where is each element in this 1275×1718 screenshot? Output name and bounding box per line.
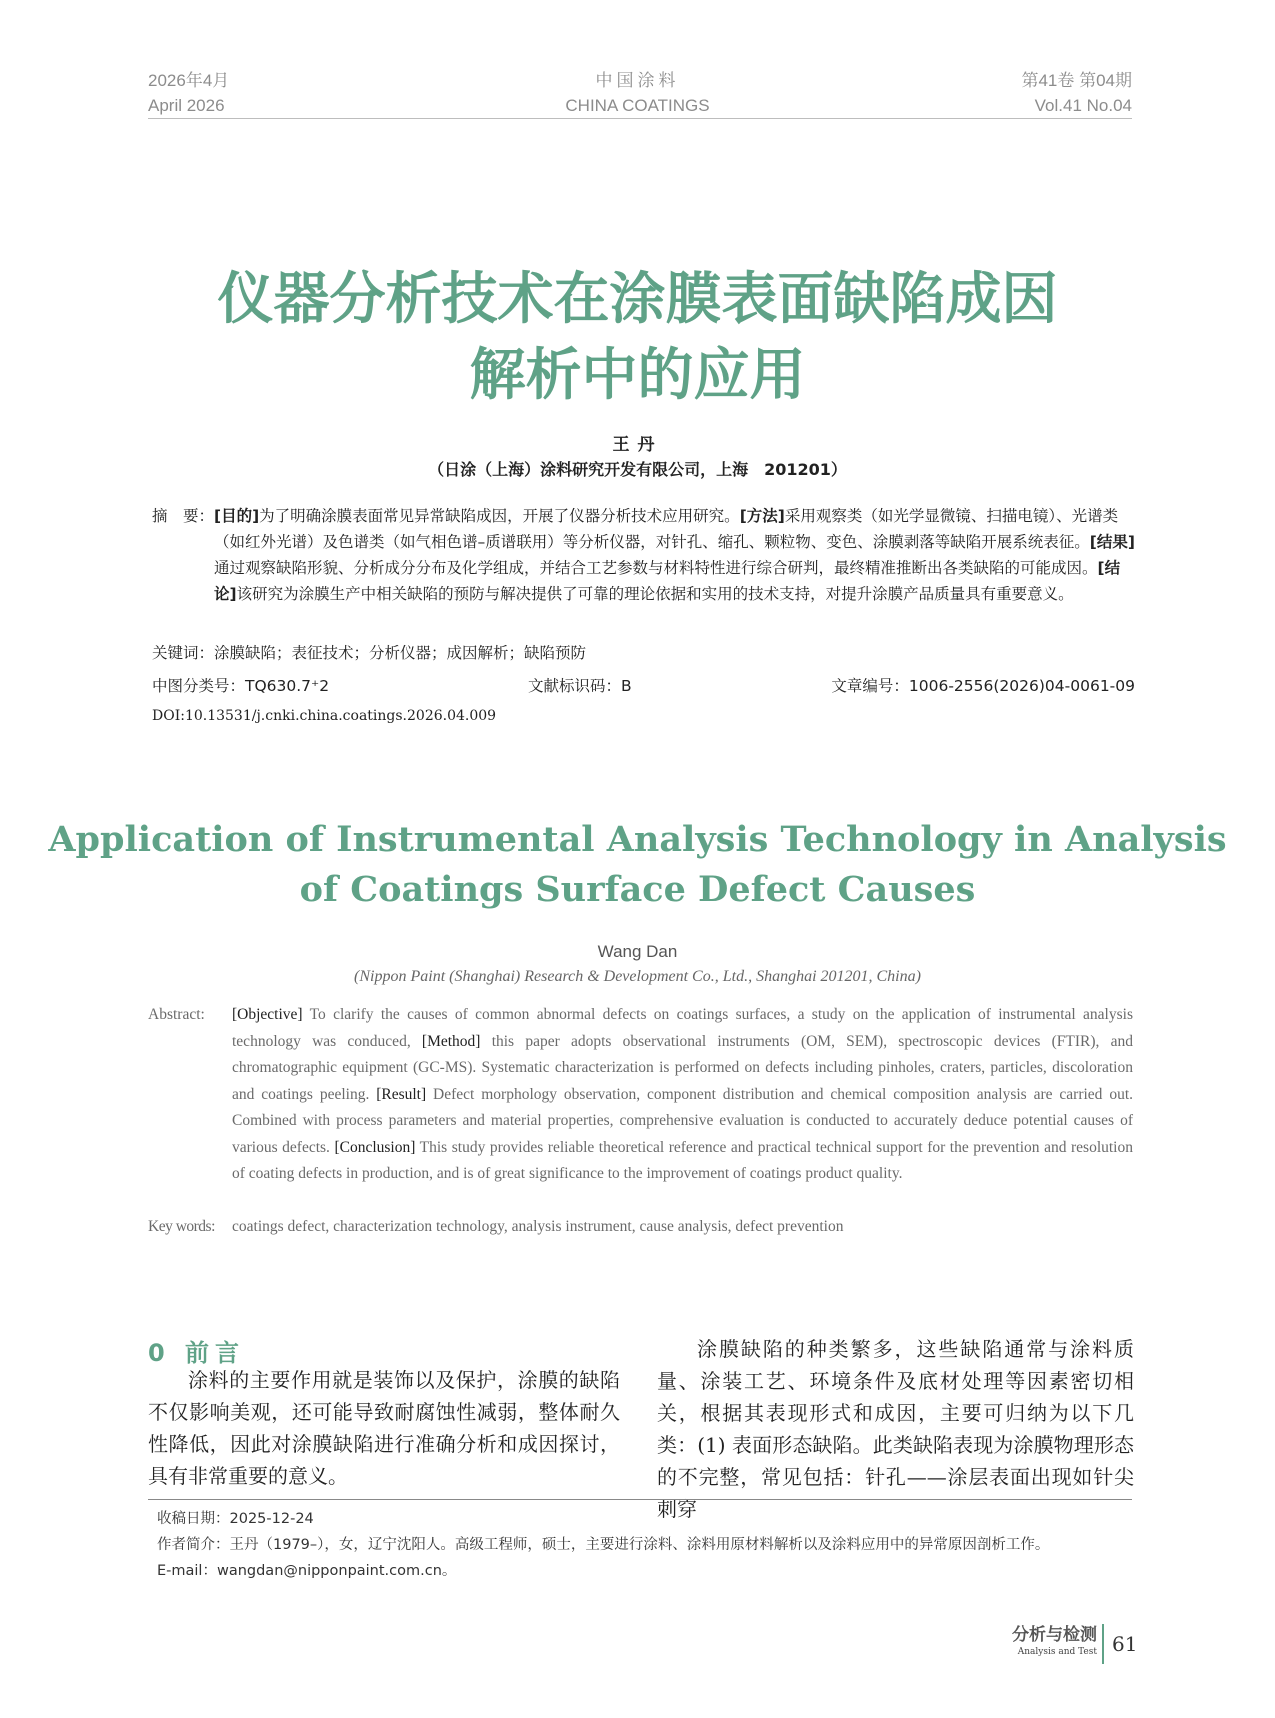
classification: 中图分类号：TQ630.7⁺2 [152,677,330,695]
header-issue-cn: 第41卷 第04期 [1021,71,1132,90]
affiliation-cn: （日涂（上海）涂料研究开发有限公司，上海 201201） [428,460,847,479]
keywords-cn: 关键词：涂膜缺陷；表征技术；分析仪器；成因解析；缺陷预防 [152,644,587,662]
abstract-en-method: this paper adopts observational instruments (OM, SEM), spectroscopic devices (FTIR), and chromatographic equipment (GC-MS). Systematic characterization is performed on defects including pinholes, craters, particles, discoloration and coatings peeling. [232,1032,1133,1103]
abstract-en-body [232,1002,1133,1188]
affiliation-en: (Nippon Paint (Shanghai) Research & Development Co., Ltd., Shanghai 201201, China) [354,968,921,985]
footnote-received: 收稿日期：2025-12-24 [157,1511,314,1527]
body-paragraph-left: 涂料的主要作用就是装饰以及保护，涂膜的缺陷不仅影响美观，还可能导致耐腐蚀性减弱，整体耐久性降低，因此对涂膜缺陷进行准确分析和成因探讨，具有非常重要的意义。 [148,1368,620,1488]
abstract-en-objective: To clarify the causes of common abnormal defects on coatings surfaces, a study on the application of instrumental analysis technology was conduced, [232,1006,1133,1050]
abstract-cn-body [214,503,1136,607]
abstract-cn-conclusion-tag: [结论] [214,559,1121,603]
title-cn [0,262,1275,414]
keywords-en-label: Key words: [148,1218,215,1235]
title-cn-line2: 解析中的应用 [469,343,806,408]
abstract-cn-objective-tag: [目的] [214,507,260,525]
section-heading: 0 前言 [148,1339,246,1367]
header-issue [1021,68,1132,118]
abstract-en [148,1002,1133,1188]
keywords-en-text: coatings defect, characterization technology, analysis instrument, cause analysis, defect prevention [232,1218,844,1235]
abstract-cn-result-tag: [结果] [1089,533,1135,551]
abstract-en-label: Abstract: [148,1006,205,1023]
doi: DOI:10.13531/j.cnki.china.coatings.2026.04.009 [152,708,497,724]
title-en-line1: Application of Instrumental Analysis Technology in Analysis [48,819,1227,860]
abstract-cn-label: 摘 要： [152,507,215,525]
page-footer-section [1012,1624,1097,1658]
title-cn-line1: 仪器分析技术在涂膜表面缺陷成因 [217,267,1058,332]
abstract-cn-method-tag: [方法] [739,507,785,525]
footnote-rule [148,1499,1132,1500]
page-footer-section-cn: 分析与检测 [1012,1625,1097,1645]
header-issue-en: Vol.41 No.04 [1034,96,1132,115]
abstract-cn-objective: 为了明确涂膜表面常见异常缺陷成因，开展了仪器分析技术应用研究。 [259,507,740,525]
abstract-en-method-tag: [Method] [421,1032,481,1050]
article-number: 文章编号：1006-2556(2026)04-0061-09 [831,677,1135,695]
header-date-en: April 2026 [148,96,225,115]
page-footer-section-en: Analysis and Test [1017,1647,1097,1657]
page-footer-divider [1102,1624,1104,1664]
page-number: 61 [1112,1632,1138,1656]
abstract-en-conclusion-tag: [Conclusion] [334,1138,416,1156]
abstract-en-result-tag: [Result] [376,1085,427,1103]
footnote-author-bio: 作者简介：王丹（1979–），女，辽宁沈阳人。高级工程师，硕士，主要进行涂料、涂料用原材料解析以及涂料应用中的异常原因剖析工作。 [157,1537,1050,1553]
abstract-cn-conclusion: 该研究为涂膜生产中相关缺陷的预防与解决提供了可靠的理论依据和实用的技术支持，对提升涂膜产品质量具有重要意义。 [236,585,1074,603]
abstract-cn-method: 采用观察类（如光学显微镜、扫描电镜）、光谱类（如红外光谱）及色谱类（如气相色谱–质谱联用）等分析仪器，对针孔、缩孔、颗粒物、变色、涂膜剥落等缺陷开展系统表征。 [214,507,1119,551]
author-cn: 王丹 [612,435,663,455]
abstract-en-conclusion: This study provides reliable theoretical reference and practical technical support for the prevention and resolution of coating defects in production, and is of great significance to the improvement of coatings product quality. [232,1138,1133,1182]
footnote [157,1506,1127,1584]
footnote-email: E-mail：wangdan@nipponpaint.com.cn。 [157,1563,457,1579]
title-en-line2: of Coatings Surface Defect Causes [299,869,976,910]
header-journal-en: CHINA COATINGS [565,96,710,115]
abstract-en-objective-tag: [Objective] [232,1006,303,1023]
header-date-cn: 2026年4月 [148,71,230,90]
document-code: 文献标识码：B [528,677,632,695]
keywords-en [148,1218,1133,1236]
header-journal-cn: 中国涂料 [595,71,680,90]
abstract-cn-result: 通过观察缺陷形貌、分析成分分布及化学组成，并结合工艺参数与材料特性进行综合研判，最终精准推断出各类缺陷的可能成因。 [214,559,1098,577]
title-en [0,815,1275,915]
header-rule [148,118,1132,119]
author-en: Wang Dan [597,942,678,961]
abstract-cn [152,503,1136,607]
body-paragraph-right: 涂膜缺陷的种类繁多，这些缺陷通常与涂料质量、涂装工艺、环境条件及底材处理等因素密切相关，根据其表现形式和成因，主要可归纳为以下几类：(1) 表面形态缺陷。此类缺陷表现为涂膜物理形态的不完整，常见包括：针孔——涂层表面出现如针尖刺穿 [657,1337,1134,1521]
abstract-en-result: Defect morphology observation, component distribution and chemical composition analysis are carried out. Combined with process parameters and material properties, comprehensive evaluation is conducted to accurately deduce potential causes of various defects. [232,1085,1134,1156]
